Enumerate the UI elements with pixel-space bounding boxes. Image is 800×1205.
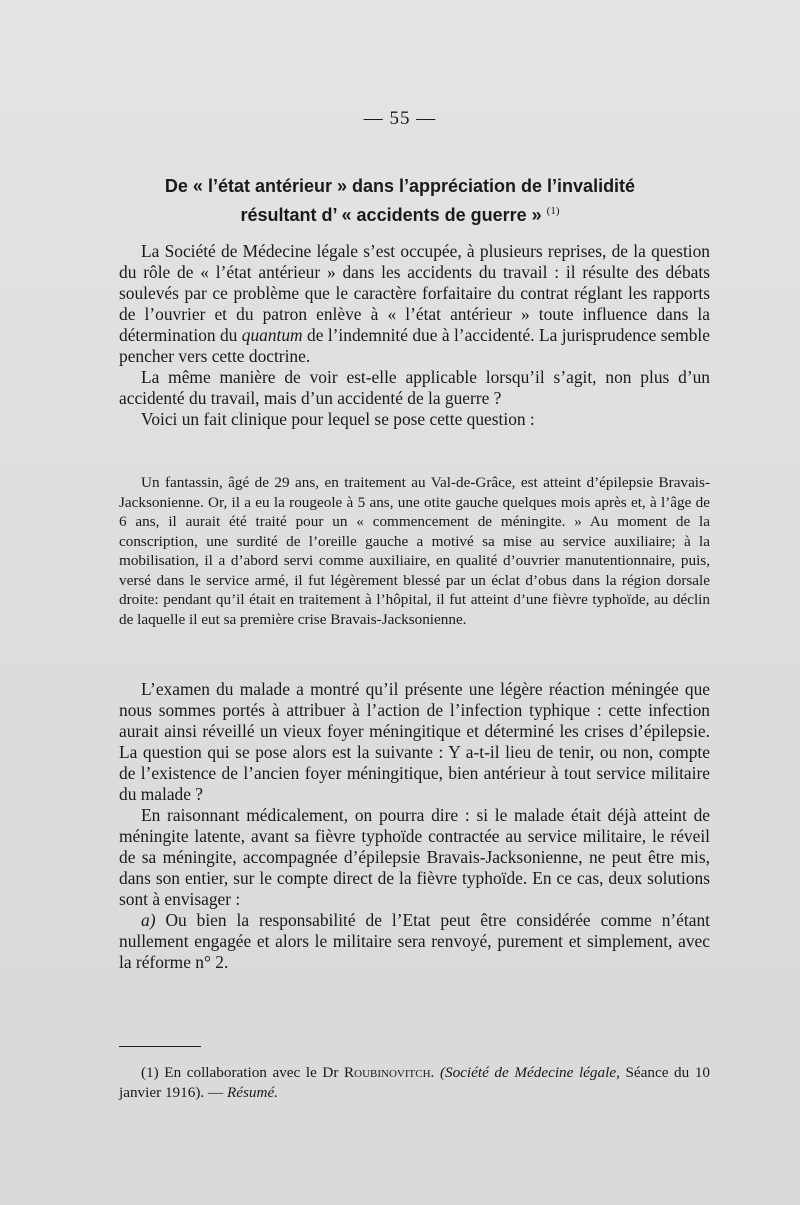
paragraph-1: La Société de Médecine légale s’est occupée, à plusieurs reprises, de la question du rôle de « l’état antérieur » dans les accidents du travail : il résulte des débats soulevés par ce problème que le caractère forfaitaire du contrat réglant les rapports de l’ouvrier et du patron enlève à « l’état antérieur » toute influence dans la détermination du quantum de l’indemnité due à l’accidenté. La jurisprudence semble pencher vers cette doctrine. [119,241,710,366]
article-title [110,174,690,228]
paragraph-3: Voici un fait clinique pour lequel se pose cette question : [141,409,535,429]
paragraph-5: En raisonnant médicalement, on pourra dire : si le malade était déjà atteint de méningite latente, avant sa fièvre typhoïde contractée au service militaire, le réveil de sa méningite, accompagnée d’épilepsie Bravais-Jacksonienne, ne peut être mis, dans son entier, sur le compte direct de la fièvre typhoïde. En ce cas, deux solutions sont à envisager : [119,805,710,909]
title-line-2: résultant d’ « accidents de guerre » $^{(1)}$ [240,205,560,225]
introduction-block [119,241,710,430]
footnote-reference[interactable]: (1) [546,205,560,217]
footnote-tag: Résumé. [226,1083,279,1101]
case-report [119,473,710,629]
case-report-text: Un fantassin, âgé de 29 ans, en traitement au Val-de-Grâce, est atteint d’épilepsie Bravais-Jacksonienne. Or, il a eu la rougeole à 5 ans, une otite gauche quelques mois après et, à l’âge de 6 ans, il aurait été traité pour un « commencement de méningite. » Au moment de la conscription, une surdité de l’oreille gauche a motivé sa mise au service auxiliaire; à la mobilisation, il a d’abord servi comme auxiliaire, en qualité d’ouvrier manutentionnaire, puis, versé dans le service armé, il fut légèrement blessé par un éclat d’obus dans la région dorsale droite: pendant qu’il était en traitement à l’hôpital, il fut atteint d’une fièvre typhoïde, au déclin de laquelle il eut sa première crise Bravais-Jacksonienne. [119,474,710,628]
paragraph-6: a) Ou bien la responsabilité de l’Etat peut être considérée comme n’étant nullement engagée et alors le militaire sera renvoyé, purement et simplement, avec la réforme n° 2. [119,910,710,972]
title-line-1: De « l’état antérieur » dans l’appréciation de l’invalidité [164,176,636,196]
footnote-source: (Société de Médecine légale, [439,1064,620,1081]
page-number: — 55 — [363,108,437,129]
list-marker: a) [141,910,156,930]
footnote-author: Roubinovitch. [344,1064,435,1081]
footnote: (1) En collaboration avec le Dr Roubinovitch. (Société de Médecine légale, Séance du 10 janvier 1916). — Résumé. [119,1064,711,1101]
discussion-block [119,679,710,973]
paragraph-4: L’examen du malade a montré qu’il présente une légère réaction méningée que nous sommes portés à attribuer à l’action de l’infection typhique : cette infection aurait ainsi réveillé un vieux foyer méningitique et déterminé les crises d’épilepsie. La question qui se pose alors est la suivante : Y a-t-il lieu de tenir, ou non, compte de l’existence de l’ancien foyer méningitique, bien antérieur à tout service militaire du malade ? [119,679,710,804]
footnote-divider [119,1046,201,1047]
emphasis-quantum: quantum [241,325,303,345]
paragraph-2: La même manière de voir est-elle applicable lorsqu’il s’agit, non plus d’un accidenté du travail, mais d’un accidenté de la guerre ? [119,367,710,408]
